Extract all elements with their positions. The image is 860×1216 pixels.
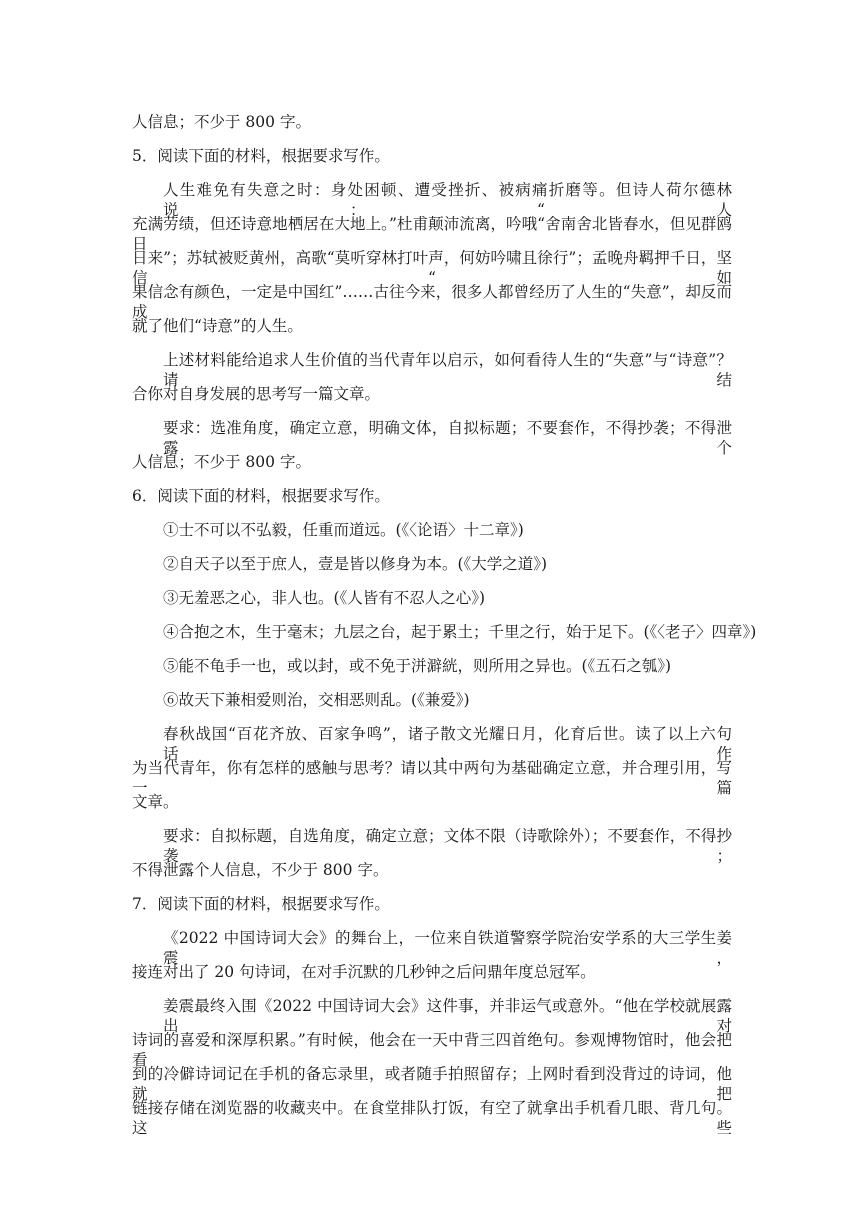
q7-para2-line: 链接存储在浏览器的收藏夹中。在食堂排队打饭，有空了就拿出手机看几眼、背几句。这些	[132, 1099, 732, 1137]
q6-quote: ③无羞恶之心，非人也。(《人皆有不忍人之心》)	[163, 589, 486, 607]
q5-prompt-line: 合你对自身发展的思考写一篇文章。	[132, 385, 381, 403]
q6-requirements-line: 不得泄露个人信息，不少于 800 字。	[132, 861, 389, 879]
q6-prompt-line: 文章。	[132, 793, 179, 811]
q5-material-line: 日来”；苏轼被贬黄州，高歌“莫听穿林打叶声，何妨吟啸且徐行”；孟晚舟羁押千日，坚信“如	[132, 249, 732, 287]
q7-para2-line: 到的冷僻诗词记在手机的备忘录里，或者随手拍照留存；上网时看到没背过的诗词，他就把	[132, 1065, 732, 1103]
q6-requirements-line: 要求：自拟标题，自选角度，确定立意；文体不限（诗歌除外）；不要套作，不得抄袭；	[163, 827, 732, 865]
q5-heading: 5．阅读下面的材料，根据要求写作。	[132, 147, 390, 165]
q7-heading: 7．阅读下面的材料，根据要求写作。	[132, 895, 390, 913]
q5-material-line: 就了他们“诗意”的人生。	[132, 317, 303, 335]
q7-para1-line: 接连对出了 20 句诗词，在对手沉默的几秒钟之后问鼎年度总冠军。	[132, 963, 596, 981]
q6-quote: ①士不可以不弘毅，任重而道远。(《〈论语〉十二章》)	[163, 521, 524, 539]
q5-material-line: 充满劳绩，但还诗意地栖居在大地上。”杜甫颠沛流离，吟哦“舍南舍北皆春水，但见群鸥日	[132, 215, 732, 253]
q5-material-line: 人生难免有失意之时：身处困顿、遭受挫折、被病痛折磨等。但诗人荷尔德林说：“人	[163, 181, 732, 219]
q7-para2-line: 诗词的喜爱和深厚积累。”有时候，他会在一天中背三四首绝句。参观博物馆时，他会把看	[132, 1031, 732, 1069]
q6-quote: ②自天子以至于庶人，壹是皆以修身为本。(《大学之道》)	[163, 555, 548, 573]
q7-para1-line: 《2022 中国诗词大会》的舞台上，一位来自铁道警察学院治安学系的大三学生姜震，	[163, 929, 732, 967]
q6-heading: 6．阅读下面的材料，根据要求写作。	[132, 487, 390, 505]
q7-para2-line: 姜震最终入围《2022 中国诗词大会》这件事，并非运气或意外。“他在学校就展露出对	[163, 997, 732, 1035]
q5-requirements-line: 人信息；不少于 800 字。	[132, 453, 311, 471]
q6-prompt-line: 春秋战国“百花齐放、百家争鸣”，诸子散文光耀日月，化育后世。读了以上六句话，作	[163, 725, 732, 763]
q5-requirements-line: 要求：选准角度，确定立意，明确文体，自拟标题；不要套作，不得抄袭；不得泄露个	[163, 419, 732, 457]
q5-material-line: 果信念有颜色，一定是中国红”……古往今来，很多人都曾经历了人生的“失意”，却反而成	[132, 283, 732, 321]
q6-quote: ⑤能不龟手一也，或以封，或不免于洴澼絖，则所用之异也。(《五石之瓠》)	[163, 657, 672, 675]
q6-prompt-line: 为当代青年，你有怎样的感触与思考？请以其中两句为基础确定立意，并合理引用，写一篇	[132, 759, 732, 797]
q6-quote: ⑥故天下兼相爱则治，交相恶则乱。(《兼爱》)	[163, 691, 470, 709]
q6-quote: ④合抱之木，生于毫末；九层之台，起于累土；千里之行，始于足下。(《〈老子〉四章》)	[163, 623, 757, 641]
q5-prompt-line: 上述材料能给追求人生价值的当代青年以启示，如何看待人生的“失意”与“诗意”？请结	[163, 351, 732, 389]
intro-tail-line: 人信息；不少于 800 字。	[132, 113, 311, 131]
